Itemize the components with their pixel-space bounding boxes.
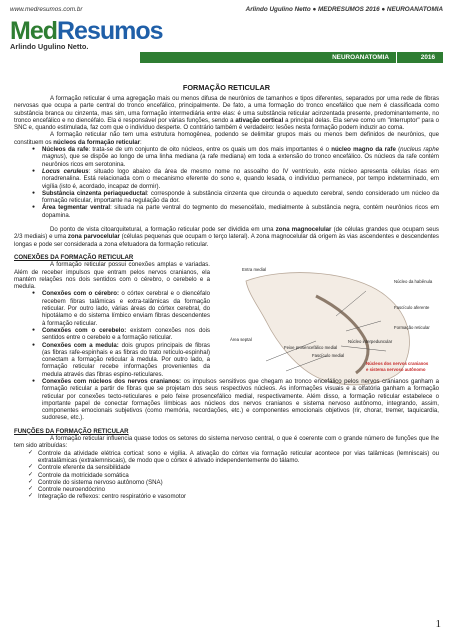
nuclei-list: [14, 146, 439, 219]
list-item: [42, 190, 439, 205]
item-label: Conexões com núcleos dos nervos cranianos:: [42, 377, 182, 385]
spacer: [14, 219, 439, 226]
logo-author: Arlindo Ugulino Netto.: [10, 42, 89, 51]
connections-section: [14, 261, 439, 378]
list-item: [42, 378, 439, 422]
connections-intro: A formação reticular possui conexões amplas e variadas. Além de receber impulsos que entram pelos nervos cranianos, ela mantém relações nos dois sentidos com o cérebro, o cerebelo e a medula.: [14, 261, 210, 291]
label-sistema-autonomo: e sistema nervoso autônomo: [366, 367, 426, 373]
list-item: ✓ Controle eferente da sensibilidade: [38, 464, 439, 471]
text: : situado logo abaixo da área de mesmo nome no assoalho do IV ventrículo, este núcleo apresenta células ricas em noradrenalina. Está relacionada com o mecanismo eferente do sono e, quando lesada, o indivíduo permanece, por tempo indeterminado, em vigília (isto é, acordado, incapaz de dormir).: [42, 167, 439, 190]
label-entra-medial: Entra medial: [242, 267, 267, 273]
functions-heading: FUNÇÕES DA FORMAÇÃO RETICULAR: [14, 427, 129, 435]
bold-term: zona parvocelular: [67, 233, 120, 241]
text: o córtex cerebral e o diencéfalo recebem fibras talâmicas e extra-talâmicas da formação reticular. Por outro lado, várias áreas do córtex cerebral, do hipotálamo e do sistema límbico enviam fibras descendentes à formação reticular.: [42, 290, 211, 327]
functions-list: [14, 450, 439, 501]
text: :: [140, 138, 142, 146]
list-item: [42, 168, 439, 190]
document-body: [14, 95, 439, 501]
text: : corresponde à substância cinzenta que circunda o aqueduto cerebral, sendo considerado um núcleo da formação reticular, importante na regulação da dor.: [42, 189, 439, 205]
connections-heading: CONEXÕES DA FORMAÇÃO RETICULAR: [14, 253, 134, 261]
text: A formação reticular não tem uma estrutura homogênea, podendo se delimitar grupos mais ou menos bem definidos de neurônios, que constituem os: [14, 131, 439, 146]
logo-med: Med: [10, 17, 57, 45]
functions-intro: A formação reticular influencia quase todos os setores do sistema nervoso central, o que é coerente com o grande número de funções que lhe tem sido atribuídas:: [14, 435, 439, 450]
item-label: Núcleos da rafe: [42, 146, 89, 154]
connections-list-continued: [14, 378, 439, 422]
site-url[interactable]: www.medresumos.com.br: [10, 6, 83, 13]
label-area-septal: Área septal: [230, 337, 252, 343]
text: dois grupos principais de fibras (as fibras rafe-espinhais e as fibras do trato retículo-espinhal) conectam a formação reticular à medula. Por outro lado, a formação reticular recebe informações provenientes da medula através das fibras espino-reticulares.: [42, 341, 210, 378]
label-fasciculo-medial: Fascículo medial: [312, 353, 345, 359]
connections-list: [14, 290, 210, 378]
connections-column: [14, 261, 210, 378]
logo: [10, 17, 163, 57]
item-label: Conexões com a medula:: [42, 341, 119, 349]
intro-paragraph-2: [14, 131, 439, 146]
label-habenula: Núcleo da habênula: [394, 279, 433, 285]
logo-text: [10, 17, 163, 45]
brainstem-connections-figure: [226, 261, 441, 391]
list-item: ✓ Controle do sistema nervoso autônomo (SNA): [38, 479, 439, 486]
label-nucleos-nervos: Núcleos dos nervos cranianos: [366, 361, 429, 367]
bold-term: ativação cortical: [235, 116, 284, 124]
bold-term: núcleo magno da rafe: [331, 146, 396, 154]
text: A formação reticular é uma agregação mais ou menos difusa de neurônios de tamanhos e tipos diferentes, separados por uma rede de fibras nervosas que ocupa a parte central do tronco encefálico, principalmente. De fato, a uma formação do tronco encefálico que nem é classificada como substância branca ou cinzenta, mas sim, uma formação intermediária entre elas: é uma substância reticular acinzentada presente, predominantemente, no tronco encefálico e no diencéfalo. Ela é responsável por várias funções, sendo a: [14, 95, 439, 124]
label-formacao-reticular: Formação reticular: [394, 325, 430, 331]
text: os impulsos sensitivos que chegam ao tronco encefálico pelos nervos cranianos ganham a formação reticular a partir de fibras que se projetam dos seus respectivos núcleos. As informações visuais e a olfatória ganham a formação reticular por conexões tecto-reticulares e pelo feixe prosencefálico medial, respectivamente. Além disso, a formação reticular estabelece o importante papel de conectar formações límbicas aos núcleos dos nervos cranianos e sistema nervoso autônomo, integrando, assim, componentes emocionais subjetivos (como memória, recordações, etc.) e componentes emocionais objetivos (rir, chorar, tremer, taquicardia, sudorese, etc.).: [42, 377, 440, 422]
list-item: [42, 342, 210, 378]
page-title: FORMAÇÃO RETICULAR: [182, 83, 271, 92]
subject-banner: [140, 52, 443, 63]
top-header-line: [10, 6, 443, 16]
item-label: Locus ceruleus: [42, 167, 89, 175]
item-label: Substância cinzenta periaqueductal: [42, 189, 147, 197]
list-item: [42, 327, 210, 342]
item-label: Conexões com o cérebro:: [42, 290, 119, 298]
logo-resumos: Resumos: [57, 17, 163, 45]
label-interpeduncular: Núcleo interpeduncular: [348, 339, 393, 345]
italic-term: nucleus raphe magnus: [42, 146, 439, 161]
intro-paragraph-1: [14, 95, 439, 131]
list-item: ✓ Controle da motricidade somática: [38, 472, 439, 479]
item-label: Conexões com o cerebelo:: [42, 326, 127, 334]
list-item: [42, 204, 439, 219]
text: (de células grandes que ocupam seus 2/3 mediais) e uma: [14, 226, 439, 241]
text: : trata-se de um conjunto de oito núcleos, entre os quais um dos mais importantes é o: [88, 146, 332, 154]
list-item: [42, 290, 210, 326]
text: ), que se dispõe ao longo de uma linha mediana (a rafe mediana) em toda a extensão do tronco encefálico. Os núcleos da rafe contém neurônios ricos em serotonina.: [42, 153, 439, 168]
label-fasciculo-aferente: Fascículo aferente: [394, 305, 430, 311]
text: Do ponto de vista citoarquitetural, a formação reticular pode ser dividida em uma: [50, 226, 276, 234]
text: (: [395, 146, 401, 154]
author-line: Arlindo Ugulino Netto ● MEDRESUMOS 2016 ● NEUROANATOMIA: [245, 6, 443, 13]
text: existem conexões nos dois sentidos entre o cerebelo e a formação reticular.: [42, 326, 210, 342]
banner-divider: [396, 52, 397, 63]
label-feixe-prosencefalico: Feixe prosencefálico medial: [284, 345, 338, 351]
banner-year: 2016: [420, 54, 435, 61]
banner-subject: NEUROANATOMIA: [332, 54, 389, 61]
list-item: [42, 146, 439, 168]
text: : situada na parte ventral do tegmento do mesencéfalo, medialmente à substância negra, contém neurônios ricos em dopamina.: [42, 204, 439, 219]
text: (células pequenas que ocupam o terço lateral). A zona magnocelular dá origem às vias ascendentes e descendentes longas e pode ser considerada a zona efetuadora da formação reticular.: [14, 233, 439, 248]
list-item: ✓ Controle neuroendócrino: [38, 486, 439, 493]
item-label: Área tegmentar ventral: [42, 204, 111, 212]
page-number: 1: [435, 618, 441, 630]
list-item: ✓ Integração de reflexos: centro respiratório e vasomotor: [38, 493, 439, 500]
list-item: ✓ Controle da atividade elétrica cortical: sono e vigília. A ativação do córtex via formação reticular acontece por vias talâmicas (lemniscais) ou extratalâmicas (extralemniscais), de modo que o córtex é ativado independentemente do tálamo.: [38, 450, 439, 465]
intro-paragraph-3: [14, 226, 439, 248]
bold-term: núcleos da formação reticular: [53, 138, 140, 146]
bold-term: zona magnocelular: [275, 226, 332, 234]
text: a principal delas. Ela serve como um "interruptor" para o SNC e, quando estimulada, faz com que o indivíduo desperte. O contrário também é verdadeiro: lesões nesta formação podem induzir ao coma.: [14, 116, 439, 132]
